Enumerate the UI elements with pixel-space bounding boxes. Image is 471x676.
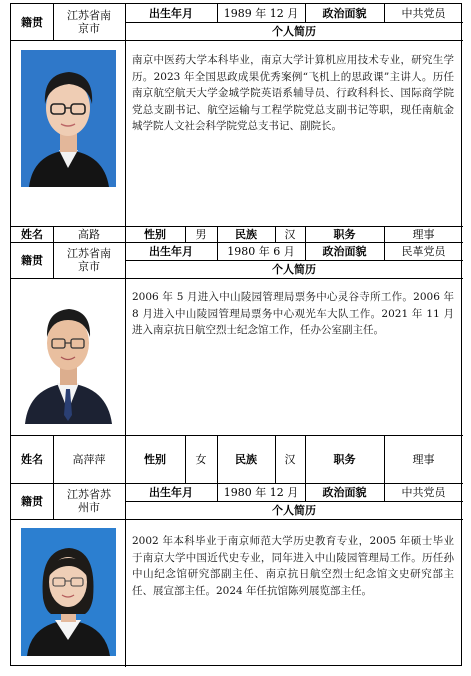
native-place-label: 籍贯 xyxy=(21,15,43,29)
party-label: 政治面貌 xyxy=(322,244,367,258)
grid-line xyxy=(275,226,276,242)
name-label: 姓名 xyxy=(21,452,43,466)
grid-line xyxy=(305,435,306,501)
grid-line xyxy=(384,226,385,260)
birth-label: 出生年月 xyxy=(149,244,193,258)
resume-label: 个人简历 xyxy=(272,503,316,517)
grid-line xyxy=(11,226,463,227)
name-label: 姓名 xyxy=(21,227,43,241)
native-place-line1: 江苏省南 xyxy=(67,247,111,260)
grid-line xyxy=(305,4,306,22)
native-place-line1: 江苏省南 xyxy=(67,9,111,22)
man-portrait-icon xyxy=(21,287,116,424)
bio-text: 2006 年 5 月进入中山陵园管理局票务中心灵谷寺所工作。2006 年 8 月进入中山陵园管理局票务中心观光车大队工作。2021 年 11 月进入南京抗日航空烈士纪念馆工作，任办公室副主任。 xyxy=(132,291,454,336)
man-portrait-icon xyxy=(21,50,116,187)
position-label: 职务 xyxy=(333,227,356,241)
grid-line xyxy=(185,435,186,483)
ethnic-value: 汉 xyxy=(284,452,296,466)
grid-line xyxy=(125,260,463,261)
gender-value: 男 xyxy=(195,227,207,241)
grid-line xyxy=(217,226,218,260)
grid-line xyxy=(125,435,126,667)
birth-label: 出生年月 xyxy=(149,485,193,499)
native-place-label: 籍贯 xyxy=(21,253,43,267)
grid-line xyxy=(11,435,463,436)
grid-line xyxy=(11,483,463,484)
position-value: 理事 xyxy=(412,227,435,241)
grid-line xyxy=(11,519,463,520)
grid-line xyxy=(11,242,463,243)
gender-label: 性别 xyxy=(144,452,166,466)
native-place-value xyxy=(53,4,125,40)
grid-line xyxy=(125,226,126,435)
native-place-label: 籍贯 xyxy=(21,494,43,508)
resume-label: 个人简历 xyxy=(272,262,316,276)
grid-line xyxy=(305,226,306,260)
gender-value: 女 xyxy=(195,452,207,466)
grid-line xyxy=(217,4,218,22)
ethnic-label: 民族 xyxy=(235,452,257,466)
party-value: 中共党员 xyxy=(401,6,446,20)
name-value: 高路 xyxy=(78,227,100,241)
name-value: 高萍萍 xyxy=(72,452,106,466)
portrait-photo xyxy=(21,50,116,187)
grid-line xyxy=(185,226,186,242)
grid-line xyxy=(53,226,54,278)
grid-line xyxy=(53,4,54,40)
grid-line xyxy=(384,435,385,501)
birth-value: 1980 年 6 月 xyxy=(227,244,295,258)
grid-line xyxy=(217,435,218,501)
grid-line xyxy=(125,501,463,502)
position-value: 理事 xyxy=(412,452,435,466)
grid-line xyxy=(275,435,276,483)
profile-sheet xyxy=(10,3,462,666)
native-place-value xyxy=(53,483,125,519)
grid-line xyxy=(53,435,54,519)
grid-line xyxy=(125,4,126,226)
birth-label: 出生年月 xyxy=(149,6,193,20)
portrait-photo xyxy=(21,287,116,424)
party-value: 中共党员 xyxy=(401,485,446,499)
grid-line xyxy=(11,40,463,41)
native-place-line2: 京市 xyxy=(78,22,100,35)
portrait-photo xyxy=(21,528,116,656)
party-label: 政治面貌 xyxy=(322,485,367,499)
native-place-value xyxy=(53,242,125,278)
bio-text: 2002 年本科毕业于南京师范大学历史教育专业，2005 年硕士毕业于南京大学中国近代史专业，同年进入中山陵园管理局工作。历任孙中山纪念馆研究部副主任、南京抗日航空烈士纪念馆文史研究部主任、展宣部主任。2024 年任抗馆陈列展览部主任。 xyxy=(132,535,454,597)
party-value: 民革党员 xyxy=(401,244,446,258)
native-place-line2: 州市 xyxy=(78,501,100,514)
native-place-line2: 京市 xyxy=(78,260,100,273)
birth-value: 1980 年 12 月 xyxy=(223,485,299,499)
native-place-line1: 江苏省苏 xyxy=(67,488,111,501)
resume-label: 个人简历 xyxy=(272,24,316,38)
woman-portrait-icon xyxy=(21,528,116,656)
ethnic-value: 汉 xyxy=(284,227,296,241)
gender-label: 性别 xyxy=(144,227,166,241)
grid-line xyxy=(125,22,463,23)
birth-value: 1989 年 12 月 xyxy=(223,6,299,20)
position-label: 职务 xyxy=(333,452,356,466)
grid-line xyxy=(384,4,385,22)
grid-line xyxy=(11,278,463,279)
party-label: 政治面貌 xyxy=(322,6,367,20)
bio-text: 南京中医药大学本科毕业，南京大学计算机应用技术专业，研究生学历。2023 年全国思政成果优秀案例“飞机上的思政课”主讲人。历任南京航空航天大学金城学院英语系辅导员、行政科科长、国际商学院党总支副书记、航空运输与工程学院党总支副书记等职，现任南航金城学院人文社会科学院党总支书记、副院长。 xyxy=(132,54,454,132)
ethnic-label: 民族 xyxy=(235,227,257,241)
